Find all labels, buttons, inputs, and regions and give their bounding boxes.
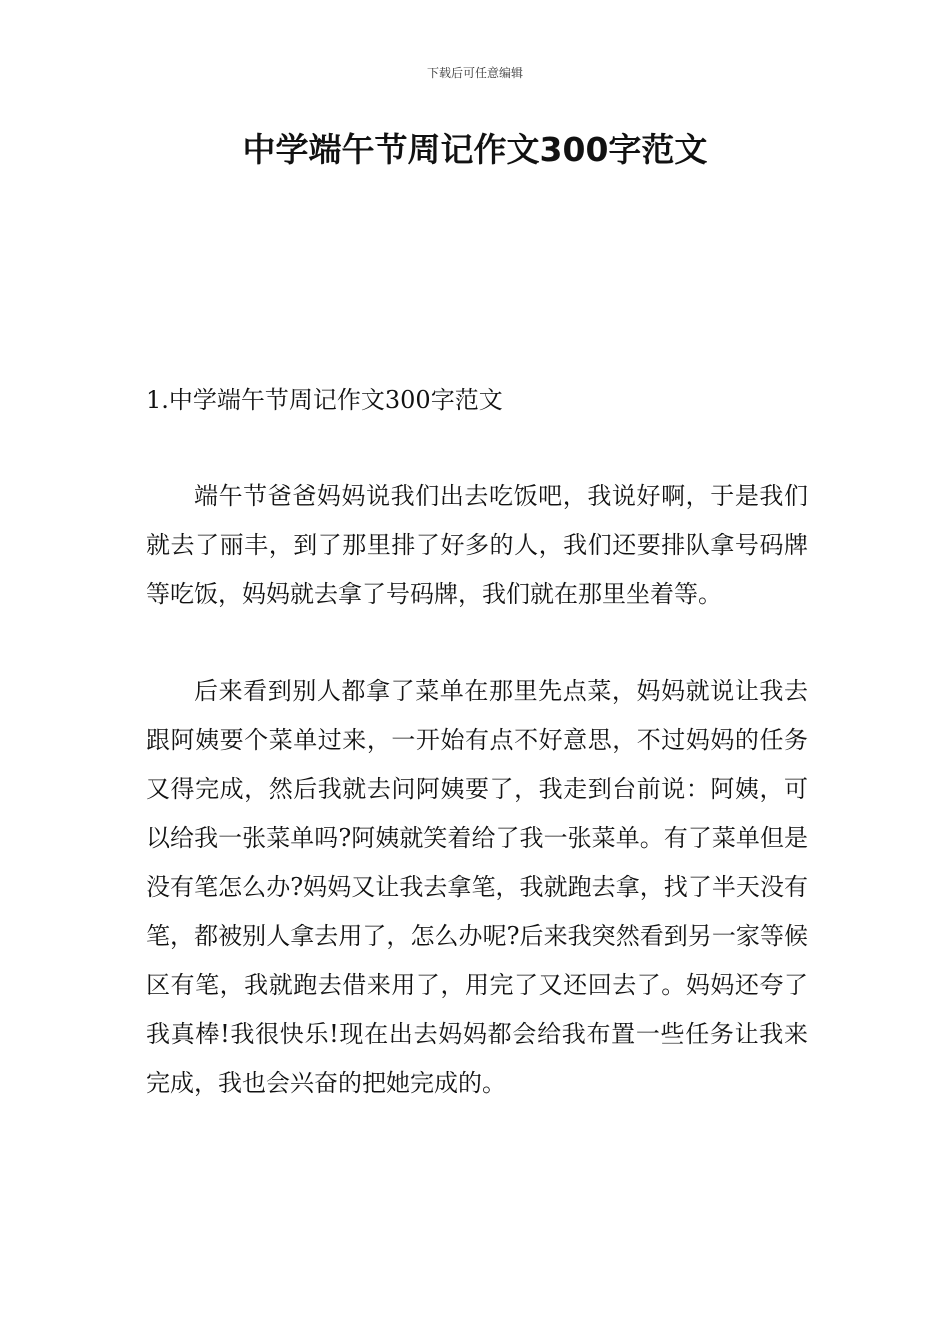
paragraph-2: 后来看到别人都拿了菜单在那里先点菜，妈妈就说让我去跟阿姨要个菜单过来，一开始有点不好意思，不过妈妈的任务又得完成，然后我就去问阿姨要了，我走到台前说：阿姨，可以给我一张菜单吗?阿姨就笑着给了我一张菜单。有了菜单但是没有笔怎么办?妈妈又让我去拿笔，我就跑去拿，找了半天没有笔，都被别人拿去用了，怎么办呢?后来我突然看到另一家等候区有笔，我就跑去借来用了，用完了又还回去了。妈妈还夸了我真棒!我很快乐!现在出去妈妈都会给我布置一些任务让我来完成，我也会兴奋的把她完成的。 xyxy=(146,677,808,1097)
document-title: 中学端午节周记作文300字范文 xyxy=(242,130,708,169)
header-note: 下载后可任意编辑 xyxy=(426,66,523,80)
document-body xyxy=(146,376,808,1108)
section-heading: 1.中学端午节周记作文300字范文 xyxy=(146,386,503,414)
paragraph-1: 端午节爸爸妈妈说我们出去吃饭吧，我说好啊，于是我们就去了丽丰，到了那里排了好多的人，我们还要排队拿号码牌等吃饭，妈妈就去拿了号码牌，我们就在那里坐着等。 xyxy=(146,482,808,608)
